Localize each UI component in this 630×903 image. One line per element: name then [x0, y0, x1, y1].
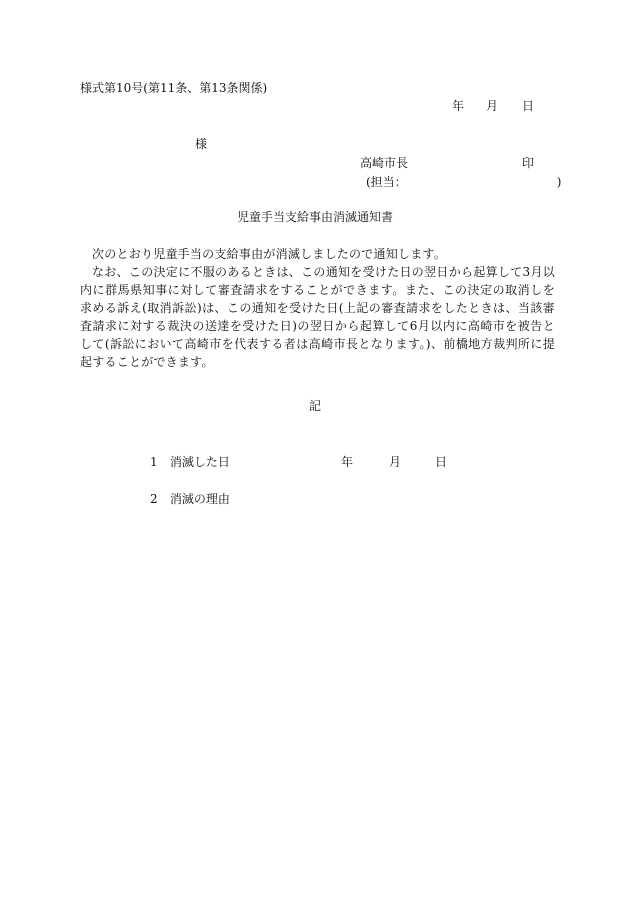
contact-open: (担当：	[366, 175, 407, 189]
item-year-label: 年	[341, 455, 354, 469]
contact-close: )	[556, 175, 562, 189]
item-day-label: 日	[435, 455, 448, 469]
item-number: 1	[150, 455, 158, 469]
item-extinction-date	[150, 453, 230, 471]
date-month-label: 月	[486, 99, 499, 113]
issuer-name: 高崎市長	[360, 156, 409, 170]
item-extinction-reason	[150, 490, 230, 508]
item-number: 2	[150, 492, 158, 506]
item-month-label: 月	[389, 455, 402, 469]
document-title: 児童手当支給事由消滅通知書	[236, 210, 393, 224]
contact-line	[366, 173, 561, 191]
date-year-label: 年	[452, 99, 465, 113]
form-number: 様式第10号(第11条、第13条関係)	[80, 81, 268, 95]
body-text	[80, 245, 555, 371]
body-paragraph-2: なお、この決定に不服のあるときは、この通知を受けた日の翌日から起算して3月以内に群馬県知事に対して審査請求をすることができます。また、この決定の取消しを求める訴え(取消訴訟)は、この通知を受けた日(上記の審査請求をしたときは、当該審査請求に対する裁決の送達を受けた日)の翌日から起算して6月以内に高崎市を被告として(訴訟において高崎市を代表する者は高崎市長となります。)、前橋地方裁判所に提起することができます。	[80, 265, 555, 369]
record-heading: 記	[308, 399, 321, 413]
item-extinction-date-fields	[341, 453, 447, 471]
item-label: 消滅の理由	[169, 492, 230, 506]
item-label: 消滅した日	[169, 455, 230, 469]
seal-mark: 印	[522, 156, 535, 170]
recipient-suffix: 様	[195, 137, 208, 151]
body-paragraph-1: 次のとおり児童手当の支給事由が消滅しましたので通知します。	[92, 247, 447, 261]
issue-date-line	[452, 97, 534, 115]
date-day-label: 日	[522, 99, 535, 113]
